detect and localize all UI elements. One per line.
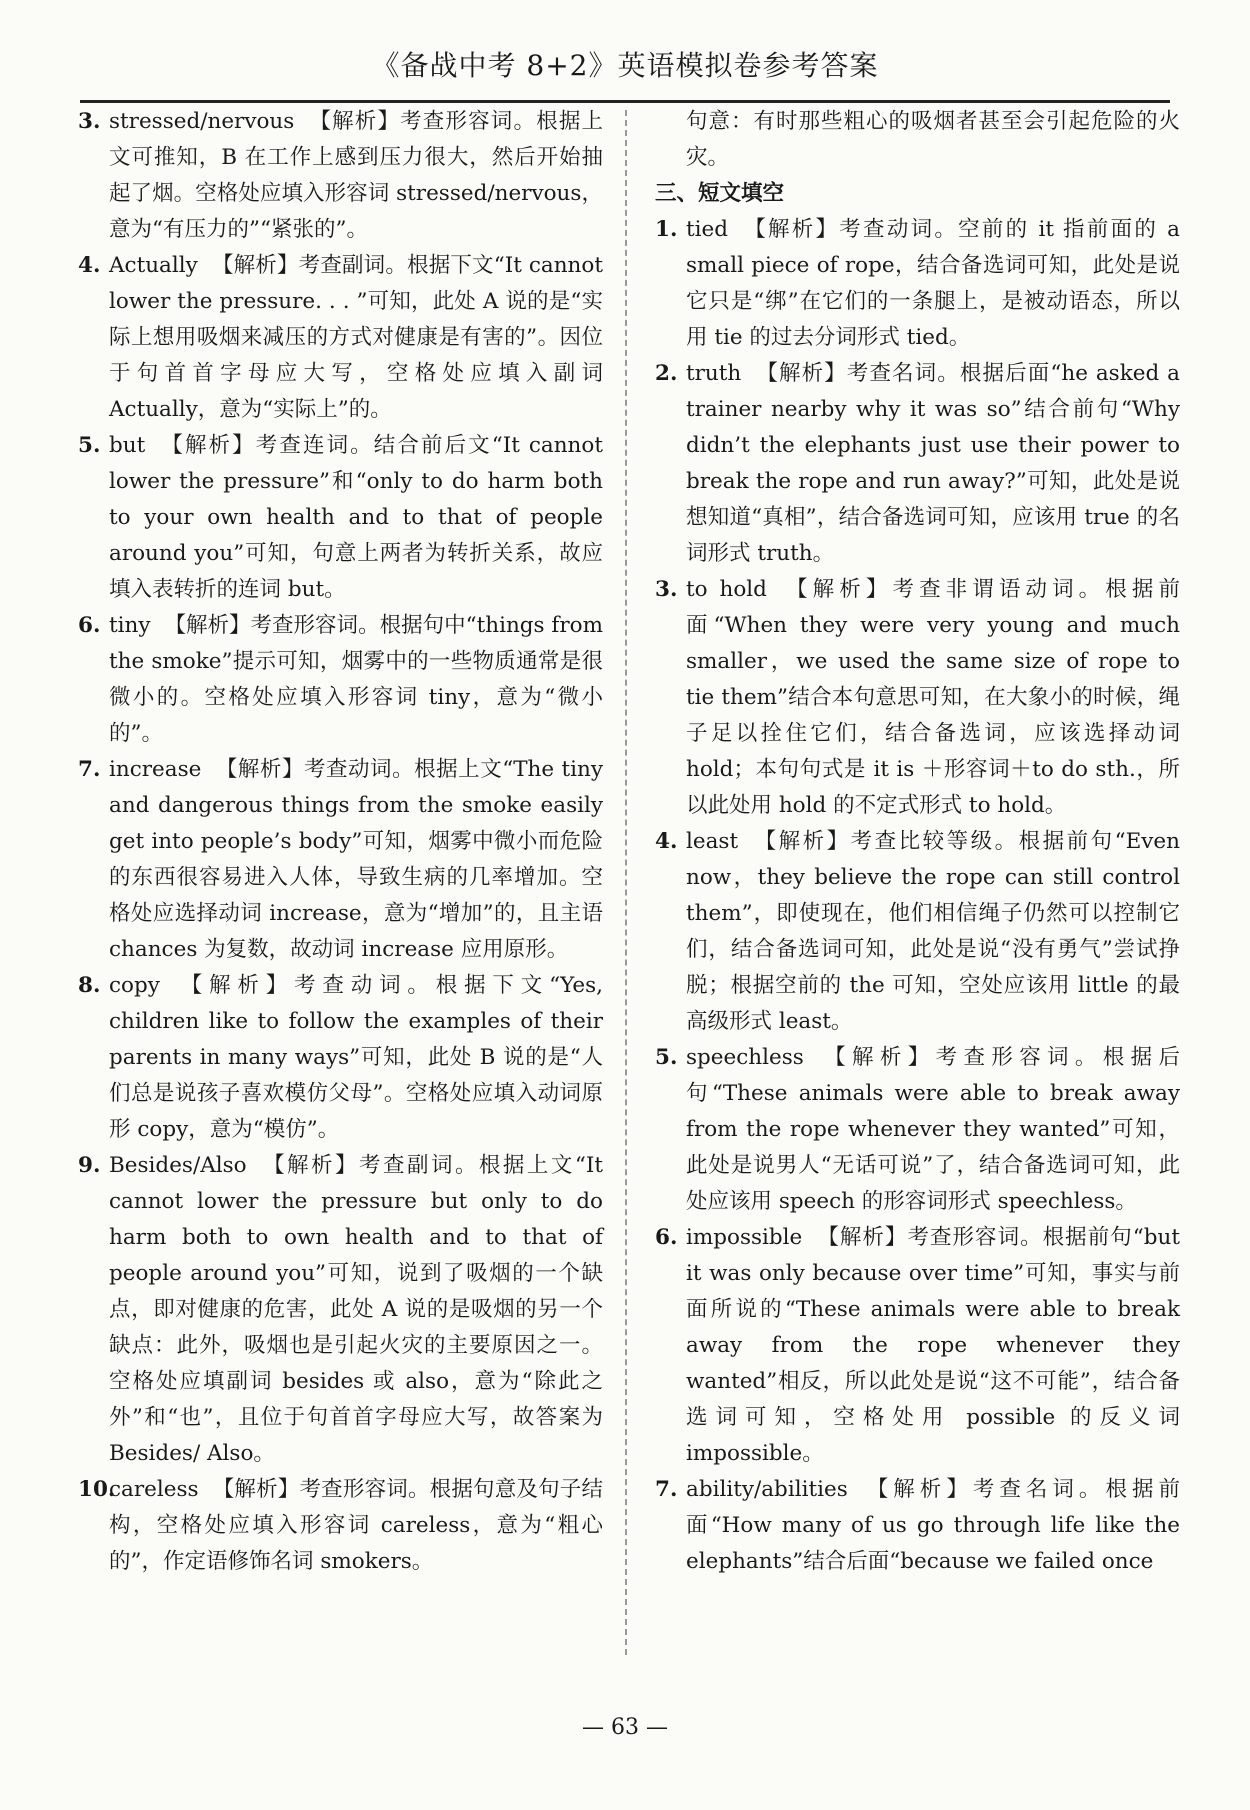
item-number: 10. (78, 1477, 116, 1502)
item-explanation: 【解析】考查名词。根据后面“he asked a trainer nearby why it was so”结合前句“Why didn’t the elephants just use their power to break the rope and run away?”可知，此处是说想知道“真相”，结合备选词可知，应该用 true 的名词形式 truth。 (686, 361, 1180, 566)
item-number: 4. (78, 253, 101, 278)
item-number: 7. (655, 1477, 678, 1502)
answer-item (655, 1220, 1180, 1472)
item-answer: increase (109, 757, 202, 782)
page-header: 《备战中考 8+2》英语模拟卷参考答案 (371, 49, 879, 82)
item-explanation: 【解析】考查连词。结合前后文“It cannot lower the pressure”和“only to do harm both to your own health and to that of people around you”可知，句意上两者为转折关系，故应填入表转折的连词 but。 (109, 433, 603, 602)
answer-item (655, 824, 1180, 1040)
item-answer: stressed/nervous (109, 109, 295, 134)
item-number: 8. (78, 973, 101, 998)
answer-item (655, 212, 1180, 356)
item-answer: but (109, 433, 146, 458)
answer-item (78, 1472, 603, 1580)
answer-item (78, 608, 603, 752)
item-explanation: 【解析】考查动词。根据下文“Yes, children like to follow the examples of their parents in many ways”可知，此处 B 说的是“人们总是说孩子喜欢模仿父母”。空格处应填入动词原形 copy，意为“模仿”。 (109, 973, 603, 1142)
answer-item (655, 356, 1180, 572)
item-explanation: 【解析】考查非谓语动词。根据前面“When they were very young and much smaller，we used the same size of rope to tie them”结合本句意思可知，在大象小的时候，绳子足以拴住它们，结合备选词，应该选择动词 hold；本句句式是 it is ＋形容词＋to do sth.，所以此处用 hold 的不定式形式 to hold。 (686, 577, 1180, 818)
answer-item (655, 1472, 1180, 1580)
item-answer: Besides/Also (109, 1153, 247, 1178)
item-number: 3. (78, 109, 101, 134)
item-number: 4. (655, 829, 678, 854)
item-explanation: 【解析】考查副词。根据下文“It cannot lower the pressure. . . ”可知，此处 A 说的是“实际上想用吸烟来减压的方式对健康是有害的”。因位于句首首字母应大写，空格处应填入副词 Actually，意为“实际上”的。 (109, 253, 603, 422)
item-answer: impossible (686, 1225, 803, 1250)
answer-item (78, 1148, 603, 1472)
item-explanation: 【解析】考查形容词。根据后句“These animals were able to break away from the rope whenever they wanted”可知，此处是说男人“无话可说”了，结合备选词可知，此处应该用 speech 的形容词形式 speechless。 (686, 1045, 1180, 1214)
answer-item (78, 752, 603, 968)
item-answer: careless (109, 1477, 199, 1502)
item-number: 6. (655, 1225, 678, 1250)
item-explanation: 【解析】考查形容词。根据上文可推知，B 在工作上感到压力很大，然后开始抽起了烟。空格处应填入形容词 stressed/nervous，意为“有压力的”“紧张的”。 (109, 109, 603, 242)
item-number: 7. (78, 757, 101, 782)
left-column (78, 104, 603, 1580)
page-number: — 63 — (582, 1715, 668, 1740)
item-explanation: 【解析】考查名词。根据前面“How many of us go through life like the elephants”结合后面“because we failed once (686, 1477, 1180, 1574)
item-answer: to hold (686, 577, 767, 602)
item-number: 5. (78, 433, 101, 458)
item-explanation: 【解析】考查比较等级。根据前句“Even now，they believe the rope can still control them”，即使现在，他们相信绳子仍然可以控制它们，结合备选词可知，此处是说“没有勇气”尝试挣脱；根据空前的 the 可知，空处应该用 little 的最高级形式 least。 (686, 829, 1180, 1034)
item-answer: tied (686, 217, 729, 242)
item-answer: least (686, 829, 739, 854)
item-number: 5. (655, 1045, 678, 1070)
answer-item (78, 104, 603, 248)
item-answer: Actually (109, 253, 198, 278)
item-answer: copy (109, 973, 160, 998)
item-explanation: 【解析】考查动词。空前的 it 指前面的 a small piece of rope，结合备选词可知，此处是说它只是“绑”在它们的一条腿上，是被动语态，所以用 tie 的过去分词形式 tied。 (686, 217, 1180, 350)
item-number: 6. (78, 613, 101, 638)
header-rule (80, 100, 1170, 103)
answer-item (78, 248, 603, 428)
item-number: 3. (655, 577, 678, 602)
continued-text: 句意：有时那些粗心的吸烟者甚至会引起危险的火灾。 (686, 109, 1180, 170)
item-number: 2. (655, 361, 678, 386)
answer-item (655, 572, 1180, 824)
item-answer: tiny (109, 613, 151, 638)
item-explanation: 【解析】考查副词。根据上文“It cannot lower the pressure but only to do harm both to own health and to that of people around you”可知，说到了吸烟的一个缺点，即对健康的危害，此处 A 说的是吸烟的另一个缺点：此外，吸烟也是引起火灾的主要原因之一。空格处应填副词 besides 或 also，意为“除此之外”和“也”，且位于句首首字母应大写，故答案为 Besides/ Also。 (109, 1153, 603, 1466)
item-answer: speechless (686, 1045, 804, 1070)
answer-item (655, 1040, 1180, 1220)
item-explanation: 【解析】考查形容词。根据前句“but it was only because over time”可知，事实与前面所说的“These animals were able to break away from the rope whenever they wanted”相反，所以此处是说“这不可能”，结合备选词可知，空格处用 possible 的反义词 impossible。 (686, 1225, 1180, 1466)
item-explanation: 【解析】考查动词。根据上文“The tiny and dangerous things from the smoke easily get into people’s body”可知，烟雾中微小而危险的东西很容易进入人体，导致生病的几率增加。空格处应选择动词 increase，意为“增加”的，且主语 chances 为复数，故动词 increase 应用原形。 (109, 757, 603, 962)
item-answer: ability/abilities (686, 1477, 848, 1502)
item-number: 9. (78, 1153, 101, 1178)
item-number: 1. (655, 217, 678, 242)
right-column (655, 104, 1180, 1580)
item-answer: truth (686, 361, 742, 386)
column-divider (625, 110, 627, 1655)
section-title: 三、短文填空 (655, 181, 785, 206)
item-explanation: 【解析】考查形容词。根据句意及句子结构，空格处应填入形容词 careless，意为“粗心的”，作定语修饰名词 smokers。 (109, 1477, 603, 1574)
answer-item (78, 968, 603, 1148)
item-explanation: 【解析】考查形容词。根据句中“things from the smoke”提示可知，烟雾中的一些物质通常是很微小的。空格处应填入形容词 tiny，意为“微小的”。 (109, 613, 603, 746)
answer-item (78, 428, 603, 608)
